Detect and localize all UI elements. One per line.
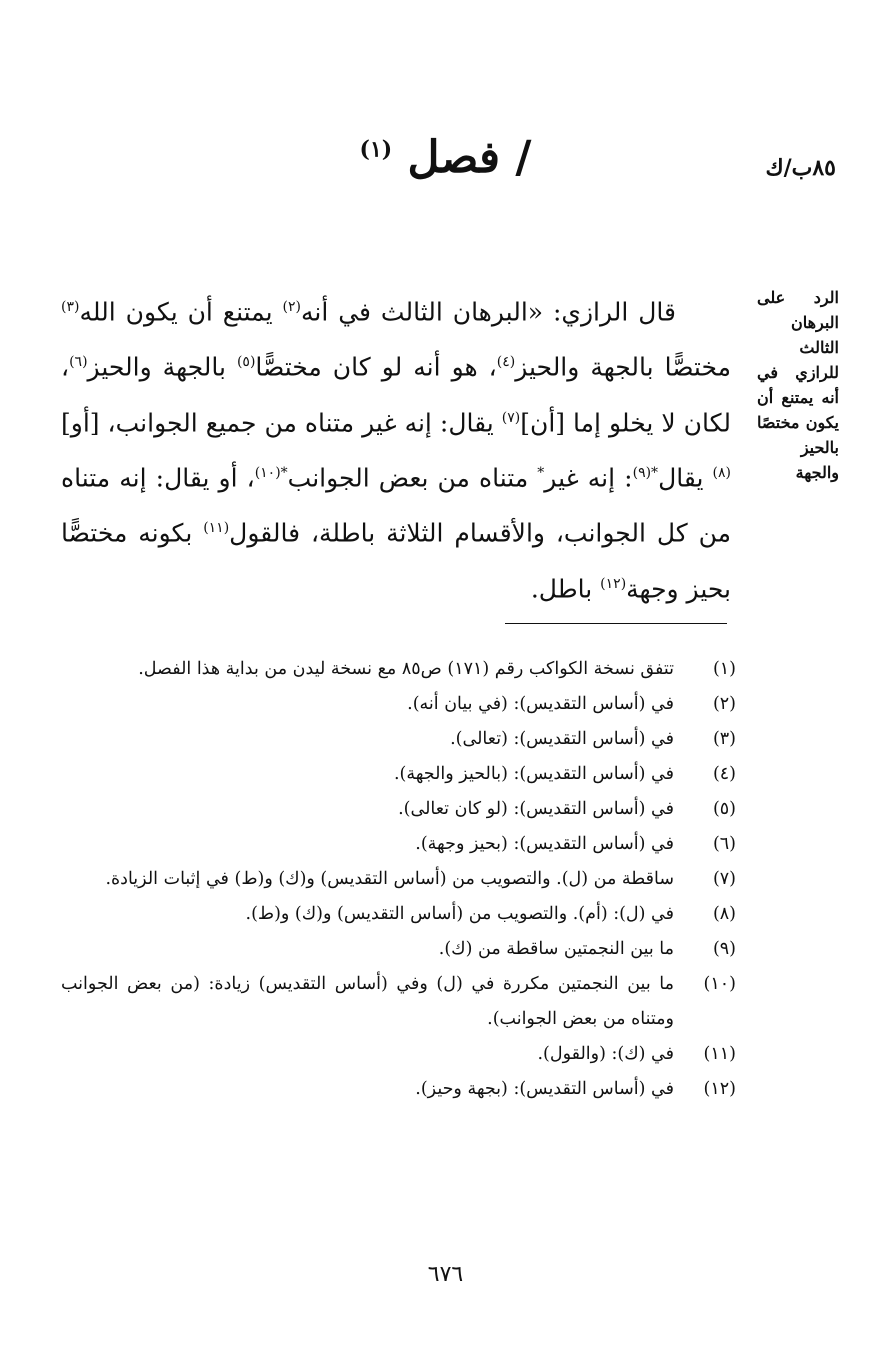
footnote-ref: *(١٠) xyxy=(254,464,288,481)
text-segment: ، هو أنه لو كان مختصًّا xyxy=(255,352,497,382)
footnote-item xyxy=(61,1037,736,1072)
footnote-number: (١٢) xyxy=(703,1079,736,1099)
footnote-text: ما بين النجمتين مكررة في (ل) وفي (أساس التقديس) زيادة: (من بعض الجوانب ومتناه من بعض الجوانب). xyxy=(61,974,674,1029)
main-text xyxy=(61,282,731,614)
text-segment: بالجهة والحيز xyxy=(87,352,237,382)
footnote-number: (١١) xyxy=(703,1044,736,1064)
heading-footnote-mark: (١) xyxy=(359,136,393,163)
footnote-item xyxy=(61,967,736,1037)
footnote-ref: (٨) xyxy=(712,464,731,481)
footnote-text: في (أساس التقديس): (تعالى). xyxy=(450,729,674,749)
footnote-text: في (ك): (والقول). xyxy=(537,1044,674,1064)
footnote-item xyxy=(61,932,736,967)
text-segment: بكونه مختصًّا بحيز وجهة xyxy=(61,518,731,603)
footnote-item xyxy=(61,722,736,757)
footnote-ref: (٧) xyxy=(501,409,521,426)
asterisk-mark: * xyxy=(537,464,545,481)
footnote-text: في (ل): (أم). والتصويب من (أساس التقديس) و(ك) و(ط). xyxy=(245,904,674,924)
page-number: ٦٧٦ xyxy=(427,1262,464,1287)
text-segment: متناه من بعض الجوانب xyxy=(287,463,538,493)
footnote-number: (٦) xyxy=(712,834,736,854)
text-segment: مختصًّا بالجهة والحيز xyxy=(515,352,731,382)
footnote-text: ساقطة من (ل). والتصويب من (أساس التقديس) و(ك) و(ط) في إثبات الزيادة. xyxy=(105,869,674,889)
footnote-number: (٩) xyxy=(712,939,736,959)
text-segment: يقال: إنه غير متناه من جميع الجوانب، [أو] xyxy=(61,407,502,437)
footnote-ref: *(٩) xyxy=(632,464,659,481)
folio-reference: ٨٥ب/ك xyxy=(765,155,836,181)
footnote-ref: (٥) xyxy=(236,354,256,371)
text-segment: : إنه غير xyxy=(544,463,633,493)
footnote-number: (٨) xyxy=(712,904,736,924)
footnote-ref: (٢) xyxy=(282,299,301,315)
footnote-number: (٧) xyxy=(712,869,736,889)
text-segment: ، أو يقال: إنه متناه من كل الجوانب، والأقسام الثلاثة باطلة، فالقول xyxy=(61,463,732,548)
footnote-text: في (أساس التقديس): (بحيز وجهة). xyxy=(415,834,674,854)
footnote-ref: (٦) xyxy=(69,354,88,371)
footnote-item xyxy=(61,687,736,722)
footnote-item xyxy=(61,897,736,932)
footnote-number: (١) xyxy=(712,659,736,679)
footnote-text: في (أساس التقديس): (لو كان تعالى). xyxy=(398,799,674,819)
text-segment: يمتنع أن يكون الله xyxy=(79,297,283,327)
footnote-ref: (١٢) xyxy=(600,575,627,592)
text-segment: ، لكان لا يخلو إما [أن] xyxy=(61,352,731,437)
main-paragraph xyxy=(61,282,731,614)
footnote-number: (٥) xyxy=(712,799,736,819)
footnotes-list xyxy=(61,652,736,1107)
footnote-number: (٤) xyxy=(712,764,736,784)
footnote-number: (٣) xyxy=(712,729,736,749)
footnote-ref: (٣) xyxy=(61,299,80,315)
footnote-text: في (أساس التقديس): (بجهة وحيز). xyxy=(415,1079,674,1099)
footnote-ref: (١١) xyxy=(203,520,230,537)
footnote-item xyxy=(61,1072,736,1107)
footnote-item xyxy=(61,792,736,827)
footnote-ref: (٤) xyxy=(496,354,516,371)
section-title: / فصل xyxy=(407,132,532,183)
footnote-text: تتفق نسخة الكواكب رقم (١٧١) ص٨٥ مع نسخة ليدن من بداية هذا الفصل. xyxy=(138,659,674,679)
footnote-number: (١٠) xyxy=(703,974,736,994)
footnote-item xyxy=(61,827,736,862)
footnote-item xyxy=(61,757,736,792)
section-heading xyxy=(0,132,891,183)
footnote-item xyxy=(61,652,736,687)
footnote-text: ما بين النجمتين ساقطة من (ك). xyxy=(438,939,674,959)
footnote-divider xyxy=(505,623,727,624)
footnote-number: (٢) xyxy=(712,694,736,714)
footnote-text: في (أساس التقديس): (في بيان أنه). xyxy=(407,694,674,714)
margin-note: الرد على البرهان الثالث للرازي في أنه يمتنع أن يكون مختصًا بالحيز والجهة xyxy=(757,288,839,482)
text-segment: يقال xyxy=(658,463,713,493)
text-segment: قال الرازي: «البرهان الثالث في أنه xyxy=(300,297,676,327)
text-segment: باطل. xyxy=(530,573,601,603)
footnote-text: في (أساس التقديس): (بالحيز والجهة). xyxy=(393,764,674,784)
footnote-item xyxy=(61,862,736,897)
